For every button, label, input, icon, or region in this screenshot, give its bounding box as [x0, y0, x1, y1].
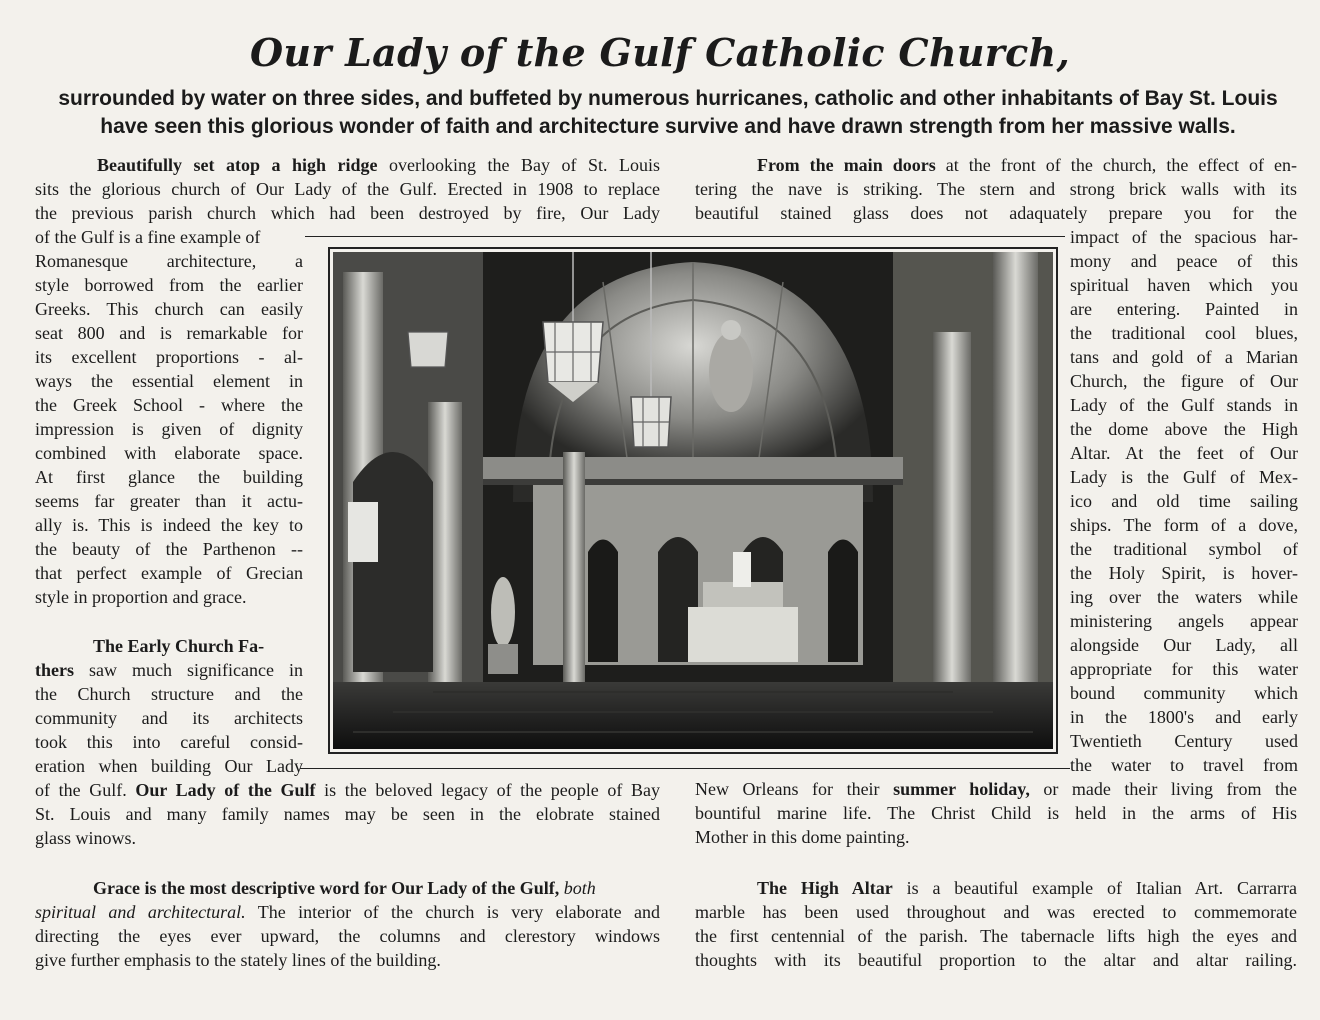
- text-line: marble has been used throughout and was erected to commemorate: [695, 902, 1297, 922]
- text-line: alongside Our Lady, all: [1070, 635, 1298, 655]
- text-line: the Holy Spirit, is hover-: [1070, 563, 1298, 583]
- text-line: impact of the spacious har-: [1070, 227, 1298, 247]
- article-title: Our Lady of the Gulf Catholic Church,: [249, 30, 1071, 75]
- text-line: Church, the figure of Our: [1070, 371, 1298, 391]
- text-line: From the main doors at the front of the church, the effect of en-: [757, 155, 1297, 175]
- text-line: sits the glorious church of Our Lady of the Gulf. Erected in 1908 to replace: [35, 179, 660, 199]
- text-line: bountiful marine life. The Christ Child is held in the arms of His: [695, 803, 1297, 823]
- text-line: New Orleans for their summer holiday, or made their living from the: [695, 779, 1297, 799]
- subtitle-line-2: have seen this glorious wonder of faith and architecture survive and have drawn strength from her massive walls.: [100, 115, 1236, 138]
- text-line: Lady is the Gulf of Mex-: [1070, 467, 1298, 487]
- text-line: the beauty of the Parthenon --: [35, 539, 303, 559]
- text-line: The High Altar is a beautiful example of Italian Art. Carrarra: [757, 878, 1297, 898]
- text-line: ships. The form of a dove,: [1070, 515, 1298, 535]
- text-line: eration when building Our Lady: [35, 756, 303, 776]
- text-line: Greeks. This church can easily: [35, 299, 303, 319]
- paragraph-lead: From the main doors: [757, 155, 936, 175]
- text-line: bound community which: [1070, 683, 1298, 703]
- text-line: Romanesque architecture, a: [35, 251, 303, 271]
- text-line: ing over the waters while: [1070, 587, 1298, 607]
- text-line: directing the eyes ever upward, the columns and clerestory windows: [35, 926, 660, 946]
- text-line: the Church structure and the: [35, 684, 303, 704]
- text-line: beautiful stained glass does not adaquately prepare you for the: [695, 203, 1297, 223]
- text-line: St. Louis and many family names may be seen in the elobrate stained: [35, 804, 660, 824]
- text-line: the previous parish church which had been destroyed by fire, Our Lady: [35, 203, 660, 223]
- text-line: seems far greater than it actu-: [35, 491, 303, 511]
- text-line: style borrowed from the earlier: [35, 275, 303, 295]
- text-line: impression is given of dignity: [35, 419, 303, 439]
- paragraph-lead: The Early Church Fa-: [93, 636, 265, 656]
- subtitle-line-1: surrounded by water on three sides, and buffeted by numerous hurricanes, catholic and other inhabitants of Bay St. Louis: [58, 87, 1278, 110]
- text-line: of the Gulf. Our Lady of the Gulf is the beloved legacy of the people of Bay: [35, 780, 660, 800]
- text-line: Grace is the most descriptive word for Our Lady of the Gulf, both: [93, 878, 596, 898]
- text-line: the dome above the High: [1070, 419, 1298, 439]
- text-line: community and its architects: [35, 708, 303, 728]
- text-line: ways the essential element in: [35, 371, 303, 391]
- text-line: ally is. This is indeed the key to: [35, 515, 303, 535]
- text-line: tans and gold of a Marian: [1070, 347, 1298, 367]
- text-line: tering the nave is striking. The stern and strong brick walls with its: [695, 179, 1297, 199]
- text-line: the Greek School - where the: [35, 395, 303, 415]
- text-line: glass winows.: [35, 828, 137, 848]
- text-line: seat 800 and is remarkable for: [35, 323, 303, 343]
- text-line: Twentieth Century used: [1070, 731, 1298, 751]
- text-line: Lady of the Gulf stands in: [1070, 395, 1298, 415]
- text-line: the first centennial of the parish. The tabernacle lifts high the eyes and: [695, 926, 1297, 946]
- divider: [305, 236, 1065, 237]
- text-line: spiritual haven which you: [1070, 275, 1298, 295]
- text-line: that perfect example of Grecian: [35, 563, 303, 583]
- text-line: the water to travel from: [1070, 755, 1298, 775]
- text-line: Mother in this dome painting.: [695, 827, 910, 847]
- text-line: At first glance the building: [35, 467, 303, 487]
- text-line: appropriate for this water: [1070, 659, 1298, 679]
- text-line: thoughts with its beautiful proportion to the altar and altar railing.: [695, 950, 1297, 970]
- text-line: of the Gulf is a fine example of: [35, 227, 261, 247]
- text-line: Beautifully set atop a high ridge overlooking the Bay of St. Louis: [97, 155, 660, 175]
- text-line: the traditional cool blues,: [1070, 323, 1298, 343]
- text-line: ministering angels appear: [1070, 611, 1298, 631]
- church-interior-image: [333, 252, 1053, 749]
- paragraph-lead: Beautifully set atop a high ridge: [97, 155, 378, 175]
- text-line: mony and peace of this: [1070, 251, 1298, 271]
- text-line: thers saw much significance in: [35, 660, 303, 680]
- text-line: took this into careful consid-: [35, 732, 303, 752]
- article-subtitle: [30, 85, 1306, 141]
- text-line: its excellent proportions - al-: [35, 347, 303, 367]
- paragraph-lead: The High Altar: [757, 878, 893, 898]
- divider: [300, 768, 1070, 769]
- church-interior-photo: [328, 247, 1058, 754]
- paragraph-lead: Grace is the most descriptive word for Our Lady of the Gulf,: [93, 878, 560, 898]
- text-line: combined with elaborate space.: [35, 443, 303, 463]
- text-line: the traditional symbol of: [1070, 539, 1298, 559]
- text-line: in the 1800's and early: [1070, 707, 1298, 727]
- text-line: are entering. Painted in: [1070, 299, 1298, 319]
- text-line: style in proportion and grace.: [35, 587, 247, 607]
- text-line: spiritual and architectural. The interior of the church is very elaborate and: [35, 902, 660, 922]
- text-line: give further emphasis to the stately lines of the building.: [35, 950, 441, 970]
- text-line: ico and old time sailing: [1070, 491, 1298, 511]
- text-line: Altar. At the feet of Our: [1070, 443, 1298, 463]
